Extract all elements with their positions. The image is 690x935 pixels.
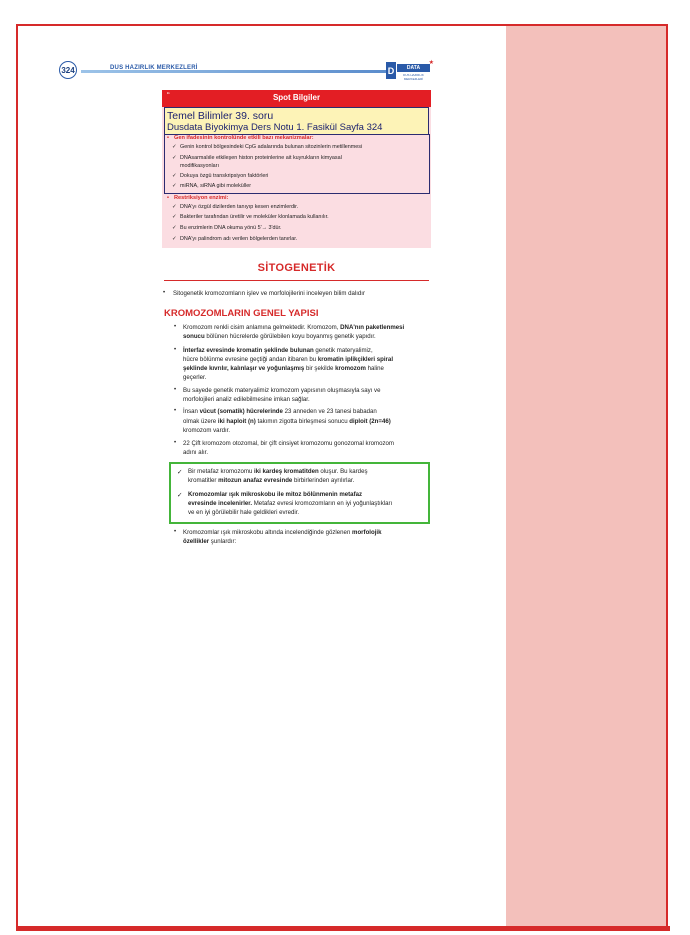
text: genetik materyalimiz, [313, 347, 373, 354]
paragraph-line [183, 418, 391, 427]
restriction-item: Bu enzimlerin DNA okuma yönü 5'→ 3'dür. [180, 225, 282, 231]
logo-subtitle: DUS HAZIRLIK MERKEZLERİ [403, 73, 424, 81]
quote-icon: “ [167, 91, 170, 100]
check-icon: ✓ [172, 214, 177, 220]
paragraph-line [188, 477, 354, 486]
bullet-marker: • [167, 135, 169, 141]
text: iki kardeş kromatitden [254, 468, 319, 475]
text: İnsan [183, 408, 200, 415]
paragraph-line: morfolojileri analiz edilebilmesine imkan sağlar. [183, 396, 310, 403]
text: morfolojik [352, 529, 382, 536]
text: mitozun anafaz evresinde [218, 477, 293, 484]
text: DNA'nın paketlenmesi [340, 324, 405, 331]
bullet-marker: • [163, 290, 166, 296]
bullet-marker: • [167, 195, 169, 201]
text: vücut (somatik) hücrelerinde [199, 408, 283, 415]
restriction-item: Bakteriler tarafından üretilir ve moleküler klonlamada kullanılır. [180, 214, 329, 220]
gene-item: modifikasyonları [180, 163, 219, 169]
paragraph-line [183, 347, 373, 356]
restriction-item: DNA'yı özgül dizilerden tanıyıp kesen enzimlerdir. [180, 204, 299, 210]
text: Kromozomlar ışık mikroskobu altında incelendiğinde gözlenen [183, 529, 353, 536]
gene-item: miRNA, siRNA gibi moleküller [180, 183, 251, 189]
paragraph-line: adını alır. [183, 449, 209, 456]
text: birbirlerinden ayrılırlar. [292, 477, 355, 484]
header-title: DUS HAZIRLIK MERKEZLERİ [110, 65, 198, 71]
bullet-marker: • [174, 387, 177, 393]
section-title-kromozom: KROMOZOMLARIN GENEL YAPISI [164, 308, 319, 319]
text: evresinde incelenirler. [188, 500, 253, 507]
check-icon: ✓ [172, 204, 177, 210]
text: iki haploit (n) [217, 418, 256, 425]
gene-item: Dokuya özgü transkripsiyon faktörleri [180, 173, 269, 179]
check-icon: ✓ [177, 469, 183, 476]
text: kromatin iplikçikleri spiral [317, 356, 394, 363]
paragraph-line: geçerler. [183, 374, 207, 381]
section-title-sitogenetik: SİTOGENETİK [257, 262, 336, 274]
section-rule [164, 280, 429, 281]
text: kromozom [335, 365, 366, 372]
text: diploit (2n=46) [349, 418, 391, 425]
reference-line-1: Temel Bilimler 39. soru [167, 110, 274, 122]
reference-box [164, 107, 429, 135]
text: bölünen hücrelerde görülebilen koyu boyanmış genetik yapıdır. [204, 333, 376, 340]
page-header [59, 61, 435, 79]
page-bottom-bar [16, 926, 670, 931]
gene-heading: Gen ifadesinin kontrolünde etkili bazı mekanizmalar: [174, 135, 314, 141]
bullet-marker: • [174, 529, 177, 535]
check-icon: ✓ [172, 155, 177, 161]
sitogenetik-intro: Sitogenetik kromozomların işlev ve morfolojilerini inceleyen bilim dalıdır [173, 290, 366, 297]
paragraph-line [183, 324, 404, 333]
restriction-item: DNA'yı palindrom adı verilen bölgelerden tanırlar. [180, 236, 298, 242]
logo-word: DATA [397, 64, 430, 72]
text: Metafaz evresi kromozomların en iyi yoğunlaştıkları [252, 500, 393, 507]
bullet-marker: • [174, 408, 177, 414]
check-icon: ✓ [172, 144, 177, 150]
paragraph-line [183, 365, 384, 374]
text: haline [365, 365, 384, 372]
paragraph-line [188, 500, 392, 509]
dusdata-logo [386, 62, 432, 79]
gene-item: DNAsarmalıile etkileşen histon proteinlerine ait kuyrukların kimyasal [180, 155, 342, 161]
bullet-marker: • [174, 347, 177, 353]
check-icon: ✓ [172, 173, 177, 179]
text: bir şekilde [304, 365, 336, 372]
paragraph-line: kromozom vardır. [183, 427, 231, 434]
text: takımın zigotta birleşmesi sonucu [255, 418, 350, 425]
check-icon: ✓ [177, 492, 183, 499]
text: İnterfaz evresinde kromatin şeklinde bulunan [183, 347, 314, 354]
check-icon: ✓ [172, 236, 177, 242]
spot-banner [162, 90, 431, 107]
text: oluşur. Bu kardeş [318, 468, 368, 475]
restriction-heading: Restriksiyon enzimi: [174, 195, 229, 201]
text: olmak üzere [183, 418, 218, 425]
text: Kromozom renkli cisim anlamına gelmektedir. Kromozom, [183, 324, 341, 331]
paragraph-line [183, 333, 376, 342]
paragraph-line [183, 356, 393, 365]
bullet-marker: • [174, 324, 177, 330]
paragraph-line [183, 529, 382, 538]
paragraph-line [188, 468, 368, 477]
text: özellikler [183, 538, 210, 545]
text: Bir metafaz kromozomu [188, 468, 255, 475]
paragraph-line [183, 408, 377, 417]
logo-star-icon: ★ [428, 60, 434, 66]
text: kromatitler [188, 477, 219, 484]
text: şeklinde kıvrılır, kalınlaşır ve yoğunlaşmış [183, 365, 305, 372]
bullet-marker: • [174, 440, 177, 446]
spot-title: Spot Bilgiler [272, 93, 321, 102]
text: hücre bölünme evresine geçtiği andan itibaren bu [183, 356, 318, 363]
check-icon: ✓ [172, 183, 177, 189]
paragraph-line: Bu sayede genetik materyalimiz kromozom yapısının oluşmasıyla sayı ve [183, 387, 381, 394]
text: şunlardır: [209, 538, 237, 545]
gene-item: Genin kontrol bölgesindeki CpG adalarında bulunan sitozinlerin metillenmesi [180, 144, 363, 150]
paragraph-line: 22 Çift kromozom otozomal, bir çift cinsiyet kromozomu gonozomal kromozom [183, 440, 394, 447]
logo-letter: D [386, 62, 396, 79]
reference-line-2: Dusdata Biyokimya Ders Notu 1. Fasikül Sayfa 324 [167, 122, 383, 133]
paragraph-line: Kromozomlar ışık mikroskobu ile mitoz bölünmenin metafaz [188, 491, 363, 498]
check-icon: ✓ [172, 225, 177, 231]
text: 23 anneden ve 23 tanesi babadan [282, 408, 377, 415]
text: sonucu [183, 333, 205, 340]
paragraph-line: ve en iyi görülebilir hale geldikleri evredir. [188, 509, 300, 516]
page-number: 324 [59, 61, 77, 79]
paragraph-line [183, 538, 236, 547]
